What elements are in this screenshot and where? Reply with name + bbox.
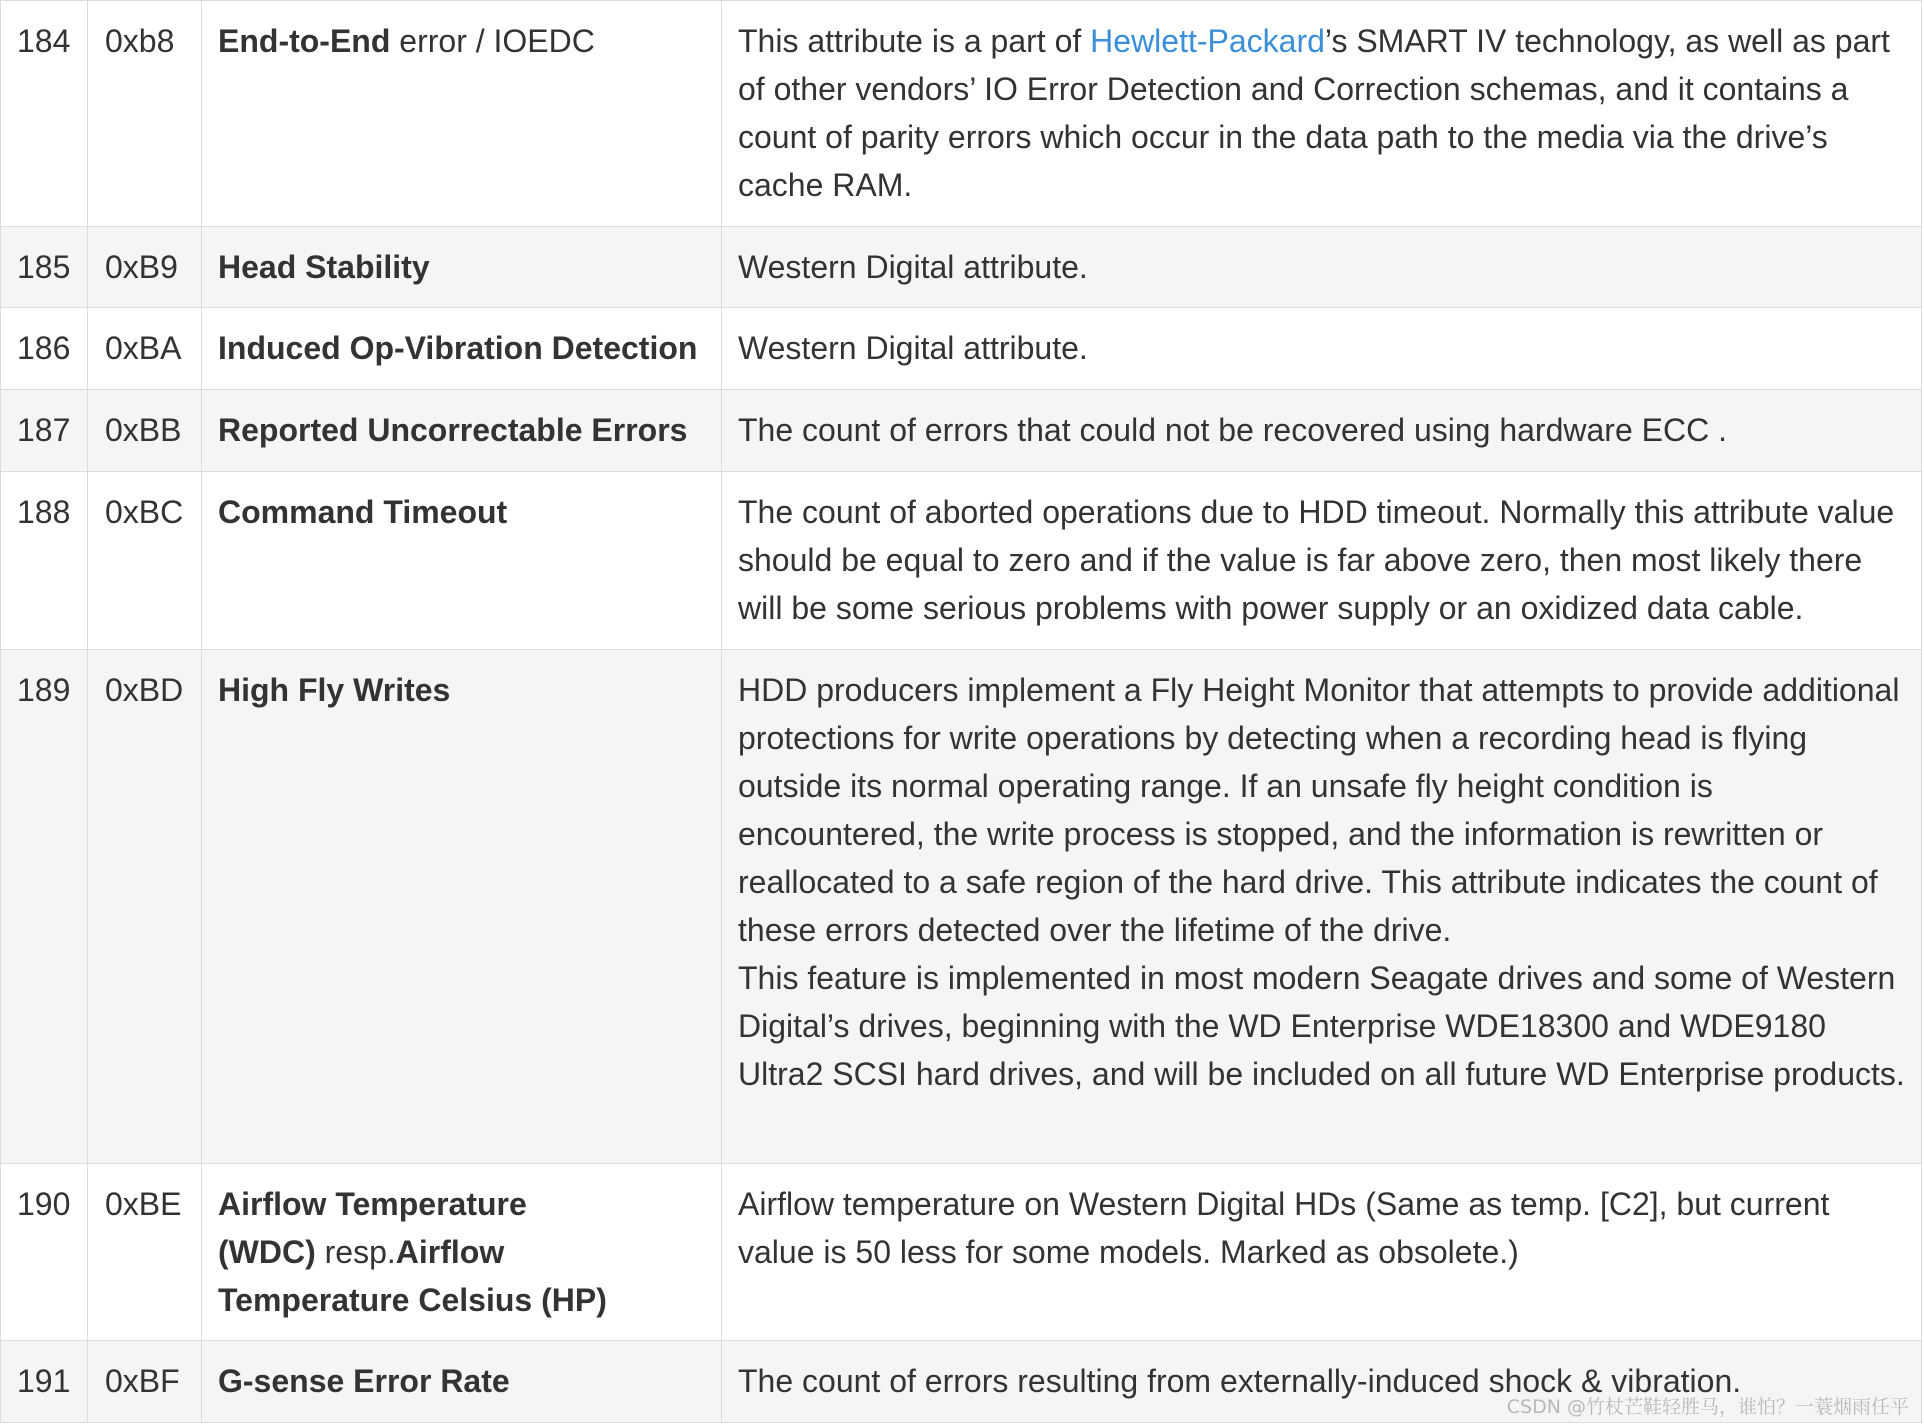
attribute-id: 186	[17, 330, 71, 366]
attribute-hex: 0xB9	[105, 249, 178, 285]
table-row	[1, 1164, 1922, 1341]
description-line: The count of errors resulting from externally-induced shock & vibration.	[738, 1363, 1742, 1399]
attribute-hex-cell	[88, 1341, 202, 1422]
attribute-name-bold: Reported Uncorrectable Errors	[218, 412, 688, 448]
description-line: of other vendors’ IO Error Detection and Correction schemas, and it contains a	[738, 71, 1849, 107]
attribute-name-cell	[202, 472, 722, 649]
attribute-name-cell	[202, 227, 722, 307]
attribute-name-line: Temperature Celsius (HP)	[218, 1282, 607, 1318]
table-row	[1, 227, 1922, 308]
attribute-name-cell	[202, 1, 722, 226]
attribute-id: 184	[17, 23, 71, 59]
description-line: Western Digital attribute.	[738, 330, 1088, 366]
hewlett-packard-link[interactable]: Hewlett-Packard	[1090, 23, 1325, 59]
attribute-name-plain: resp.	[315, 1234, 396, 1270]
description-line: value is 50 less for some models. Marked as obsolete.)	[738, 1234, 1519, 1270]
table-row	[1, 472, 1922, 650]
attribute-description-cell	[722, 472, 1922, 649]
description-line: Ultra2 SCSI hard drives, and will be included on all future WD Enterprise products.	[738, 1056, 1905, 1092]
attribute-name-bold: (WDC)	[218, 1234, 316, 1270]
attribute-id-cell	[1, 1341, 88, 1422]
attribute-name-cell	[202, 1164, 722, 1340]
attribute-id-cell	[1, 650, 88, 1163]
description-line: Airflow temperature on Western Digital HDs (Same as temp. [C2], but current	[738, 1186, 1830, 1222]
attribute-hex-cell	[88, 308, 202, 389]
attribute-description-cell	[722, 1, 1922, 226]
attribute-id: 190	[17, 1186, 71, 1222]
attribute-id-cell	[1, 472, 88, 649]
attribute-id: 185	[17, 249, 71, 285]
table-row	[1, 650, 1922, 1164]
attribute-hex-cell	[88, 227, 202, 307]
description-line: count of parity errors which occur in the data path to the media via the drive’s	[738, 119, 1828, 155]
table-row	[1, 1, 1922, 227]
attribute-id-cell	[1, 1164, 88, 1340]
table-row	[1, 390, 1922, 472]
attribute-hex-cell	[88, 650, 202, 1163]
attribute-id-cell	[1, 1, 88, 226]
attribute-id: 187	[17, 412, 71, 448]
attribute-hex-cell	[88, 1, 202, 226]
attribute-hex: 0xb8	[105, 23, 175, 59]
attribute-name-cell	[202, 650, 722, 1163]
description-text: This attribute is a part of	[738, 23, 1091, 59]
description-line	[738, 17, 1913, 65]
attribute-hex-cell	[88, 390, 202, 471]
description-line: cache RAM.	[738, 167, 913, 203]
description-text: ’s SMART IV technology, as well as part	[1324, 23, 1890, 59]
attribute-name-cell	[202, 1341, 722, 1422]
attribute-hex-cell	[88, 1164, 202, 1340]
description-line: these errors detected over the lifetime of the drive.	[738, 912, 1452, 948]
description-line: protections for write operations by detecting when a recording head is flying	[738, 720, 1808, 756]
attribute-id-cell	[1, 390, 88, 471]
attribute-name-bold: G-sense Error Rate	[218, 1363, 510, 1399]
attribute-id-cell	[1, 227, 88, 307]
description-line: Western Digital attribute.	[738, 249, 1088, 285]
attribute-name-bold: Head Stability	[218, 249, 430, 285]
attribute-hex: 0xBB	[105, 412, 182, 448]
csdn-watermark: CSDN @竹杖芒鞋轻胜马，谁怕？一蓑烟雨任平	[1506, 1396, 1909, 1418]
attribute-id-cell	[1, 308, 88, 389]
attribute-hex: 0xBE	[105, 1186, 182, 1222]
description-line: will be some serious problems with power supply or an oxidized data cable.	[738, 590, 1804, 626]
attribute-hex: 0xBA	[105, 330, 182, 366]
attribute-id: 189	[17, 672, 71, 708]
description-line: Digital’s drives, beginning with the WD Enterprise WDE18300 and WDE9180	[738, 1008, 1826, 1044]
description-line: reallocated to a safe region of the hard drive. This attribute indicates the count of	[738, 864, 1878, 900]
attribute-description-cell	[722, 227, 1922, 307]
attribute-description-cell	[722, 1164, 1922, 1340]
description-line: outside its normal operating range. If an unsafe fly height condition is	[738, 768, 1713, 804]
description-line: encountered, the write process is stopped, and the information is rewritten or	[738, 816, 1824, 852]
table-row	[1, 308, 1922, 390]
description-line: This feature is implemented in most modern Seagate drives and some of Western	[738, 960, 1896, 996]
attribute-name-bold: High Fly Writes	[218, 672, 451, 708]
attribute-name-cell	[202, 390, 722, 471]
attribute-hex: 0xBD	[105, 672, 184, 708]
description-line: The count of errors that could not be recovered using hardware ECC .	[738, 412, 1727, 448]
description-line: The count of aborted operations due to HDD timeout. Normally this attribute value	[738, 494, 1895, 530]
attribute-name-bold: Airflow	[395, 1234, 505, 1270]
attribute-name-line	[218, 1228, 705, 1276]
attribute-hex-cell	[88, 472, 202, 649]
description-line: HDD producers implement a Fly Height Monitor that attempts to provide additional	[738, 672, 1900, 708]
attribute-id: 191	[17, 1363, 71, 1399]
description-line: should be equal to zero and if the value is far above zero, then most likely there	[738, 542, 1863, 578]
attribute-id: 188	[17, 494, 71, 530]
attribute-description-cell	[722, 390, 1922, 471]
attribute-name-plain: error / IOEDC	[390, 23, 595, 59]
attribute-name-cell	[202, 308, 722, 389]
attribute-name-line: Airflow Temperature	[218, 1186, 527, 1222]
attribute-description-cell	[722, 650, 1922, 1163]
attribute-name-bold: End-to-End	[218, 23, 391, 59]
attribute-hex: 0xBC	[105, 494, 184, 530]
attribute-hex: 0xBF	[105, 1363, 180, 1399]
attribute-name-bold: Command Timeout	[218, 494, 508, 530]
attribute-name-bold: Induced Op-Vibration Detection	[218, 330, 698, 366]
attribute-description-cell	[722, 308, 1922, 389]
